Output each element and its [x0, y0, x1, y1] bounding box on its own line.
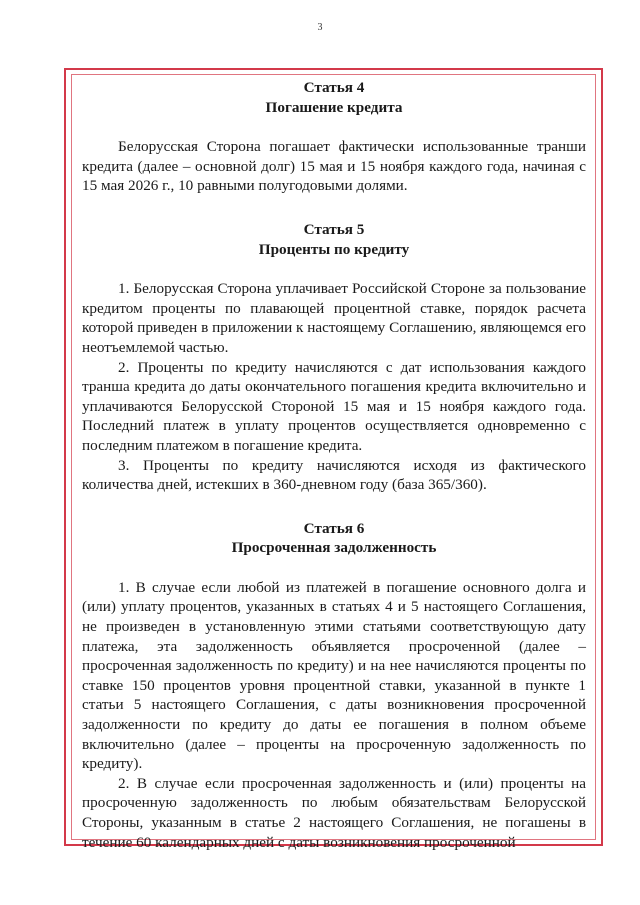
- article-6: [82, 519, 586, 853]
- article-5: [82, 220, 586, 495]
- page-number: 3: [317, 22, 323, 33]
- paragraph: Белорусская Сторона погашает фактически использованные транши кредита (далее – основной долг) 15 мая и 15 ноября каждого года, начиная с 15 мая 2026 г., 10 равными полугодовыми долями.: [82, 138, 586, 195]
- document-body: [82, 78, 586, 852]
- article-heading: Статья 5: [303, 220, 365, 238]
- paragraph: 1. В случае если любой из платежей в погашение основного долга и (или) уплату процентов, указанных в статьях 4 и 5 настоящего Соглашения, не произведен в установленную этими статьями соответствующую дату платежа, эта задолженность объявляется просроченной (далее – просроченная задолженность по кредиту) и на нее начисляются проценты по ставке 150 процентов уровня процентной ставки, указанной в пункте 1 статьи 5 настоящего Соглашения, с даты возникновения просроченной задолженности по кредиту до даты ее погашения в полном объеме включительно (далее – проценты на просроченную задолженность по кредиту).: [82, 578, 586, 773]
- paragraph: 2. В случае если просроченная задолженность и (или) проценты на просроченную задолженность по любым обязательствам Белорусской Стороны, указанным в статье 2 настоящего Соглашения, не погашены в течение 60 календарных дней с даты возникновения просроченной: [82, 774, 586, 851]
- paragraph: 2. Проценты по кредиту начисляются с дат использования каждого транша кредита до даты окончательного погашения кредита включительно и уплачиваются Белорусской Стороной 15 мая и 15 ноября каждого года. Последний платеж в уплату процентов осуществляется одновременно с последним платежом в погашение кредита.: [82, 358, 586, 454]
- article-heading: Статья 4: [303, 79, 365, 96]
- article-title: Проценты по кредиту: [258, 240, 410, 258]
- article-title: Просроченная задолженность: [231, 539, 437, 557]
- article-heading: Статья 6: [303, 519, 365, 537]
- article-title: Погашение кредита: [265, 98, 403, 116]
- article-4: [82, 78, 586, 196]
- paragraph: 1. Белорусская Сторона уплачивает Российской Стороне за пользование кредитом проценты по плавающей процентной ставке, порядок расчета которой приведен в приложении к настоящему Соглашению, являющемся его неотъемлемой частью.: [82, 280, 586, 356]
- paragraph: 3. Проценты по кредиту начисляются исходя из фактического количества дней, истекших в 360-дневном году (база 365/360).: [82, 456, 586, 494]
